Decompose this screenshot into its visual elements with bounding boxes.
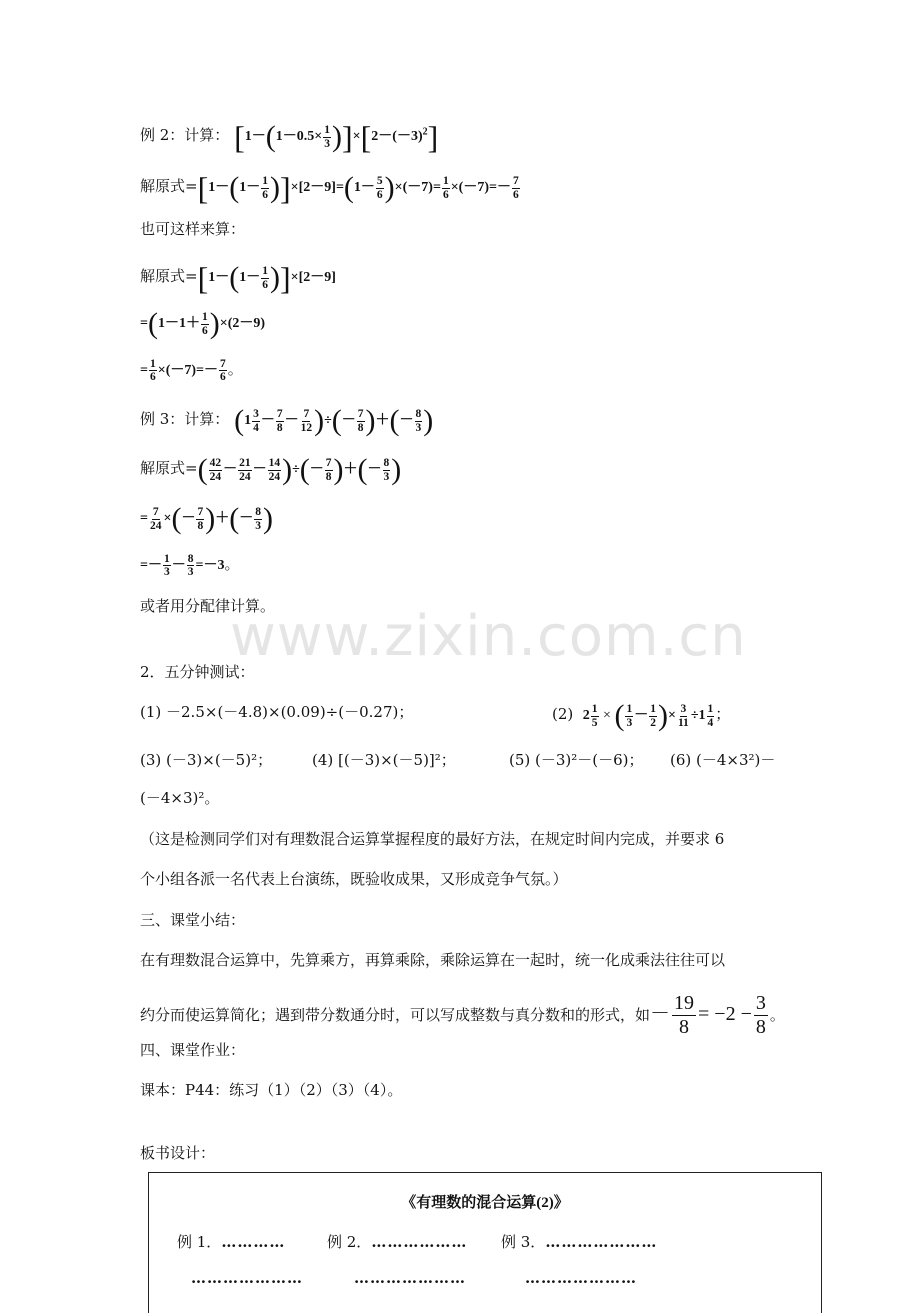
test-q6-continued: (－4×3)²。 xyxy=(140,789,220,807)
example2-problem xyxy=(140,121,438,153)
example2-alt-solution-label: 解原式= xyxy=(140,267,198,286)
homework-text: 课本：P44：练习（1）（2）（3）（4）。 xyxy=(140,1081,403,1099)
board-heading: 板书设计： xyxy=(140,1144,216,1162)
board-example3-dots: ………………… xyxy=(545,1233,658,1251)
summary-line1: 在有理数混合运算中，先算乘方，再算乘除，乘除运算在一起时，统一化成乘法往往可以 xyxy=(140,951,726,969)
test-q2: (2) 2 $\frac{1}{5}$ × ( $\frac{1}{3}$ － $\frac{1}{2}$ )× $\frac{3}{11}$ ÷1 $\frac{1}{4}$ ； xyxy=(552,699,731,732)
example3-label: 例 3：计算： xyxy=(140,410,230,429)
board-row2-dots3: ………………… xyxy=(525,1269,637,1287)
test-note-line1: （这是检测同学们对有理数混合运算掌握程度的最好方法，在规定时间内完成，并要求 6 xyxy=(140,830,725,848)
watermark: www.zixin.com.cn xyxy=(230,604,747,669)
board-example2-label: 例 2． xyxy=(327,1233,372,1251)
board-example1 xyxy=(177,1231,285,1252)
example2-alt-step3: = $\frac{1}{6}$ ×(－7)=－ $\frac{7}{6}$ 。 xyxy=(140,358,243,384)
example3-end: 。 xyxy=(224,554,240,573)
test-note-line2: 个小组各派一名代表上台演练，既验收成果，又形成竞争气氛。） xyxy=(140,870,568,888)
board-example1-label: 例 1． xyxy=(177,1233,222,1251)
board-example2 xyxy=(327,1231,467,1252)
board-example1-dots: ………… xyxy=(221,1233,286,1251)
board-row2-dots1: ………………… xyxy=(191,1269,303,1287)
example3-solution-label: 解原式= xyxy=(140,459,198,478)
example2-expression: [1－(1－0.5× $\frac{1}{3}$ )]$\times[2-(-3)^2]$ xyxy=(234,119,439,155)
test-q6: (6) (－4×3²)－ xyxy=(670,751,776,769)
test-q4: (4) [(－3)×(－5)]²； xyxy=(312,751,456,769)
test-q3: (3) (－3)×(－5)²； xyxy=(140,751,273,769)
example3-solution-expression: ( $\frac{42}{24}$ － $\frac{21}{24}$ － $\frac{14}{24}$ )÷(－ $\frac{7}{8}$ )＋(－ $\frac{8}{3}$ ) xyxy=(197,453,402,486)
example2-solution xyxy=(140,172,521,204)
example2-alt-label: 也可这样来算： xyxy=(140,220,246,238)
example3-step2: = $\frac{7}{24}$ ×(－ $\frac{7}{8}$ )＋(－ $\frac{8}{3}$ ) xyxy=(140,502,273,535)
example3-problem xyxy=(140,406,433,436)
example2-solution-expression: [1－(1－ $\frac{1}{6}$ )]×[2－9]=(1－ $\frac{5}{6}$ )×(－7)= $\frac{1}{6}$ ×(－7)=－ $\frac{7}{6}$ xyxy=(197,170,519,206)
homework-heading: 四、课堂作业： xyxy=(140,1041,246,1059)
board-example2-dots: ……………… xyxy=(371,1233,468,1251)
test-q5: (5) (－3)²－(－6)； xyxy=(509,751,644,769)
board-example3 xyxy=(501,1231,657,1252)
test-q2-label: (2) xyxy=(552,705,574,724)
summary-heading: 三、课堂小结： xyxy=(140,911,246,929)
example2-label: 例 2：计算： xyxy=(140,126,230,145)
summary-example-expression: － $\frac{19}{8}$ = −2 − $\frac{3}{8}$ xyxy=(650,992,766,1038)
board-row2-dots2: ………………… xyxy=(354,1269,466,1287)
example3-solution xyxy=(140,455,401,485)
summary-line2: 约分而使运算简化；遇到带分数通分时，可以写成整数与真分数和的形式，如 xyxy=(140,1006,651,1025)
example2-alt-step2: =(1－1＋ $\frac{1}{6}$ )×(2－9) xyxy=(140,307,266,340)
example2-alt-end: 。 xyxy=(227,359,243,378)
example2-alt-expression1: [1－(1－ $\frac{1}{6}$ )]×[2－9] xyxy=(197,260,336,296)
test-q2-expression: 2 $\frac{1}{5}$ × ( $\frac{1}{3}$ － $\frac{1}{2}$ )× $\frac{3}{11}$ ÷1 $\frac{1}{4}$ xyxy=(582,699,714,732)
example3-expression: (1 $\frac{3}{4}$ － $\frac{7}{8}$ － $\frac{7}{12}$ )÷(－ $\frac{7}{8}$ )＋(－ $\frac{8}{3}$ ) xyxy=(234,404,434,437)
board-example3-label: 例 3． xyxy=(501,1233,546,1251)
example3-step3: =－ $\frac{1}{3}$ － $\frac{8}{3}$ =－3。 xyxy=(140,553,240,579)
example3-note: 或者用分配律计算。 xyxy=(140,597,276,615)
summary-line2-wrapper: 约分而使运算简化；遇到带分数通分时，可以写成整数与真分数和的形式，如－ $\frac{19}{8}$ = −2 − $\frac{3}{8}$ 。 xyxy=(140,992,785,1038)
board-title: 《有理数的混合运算(2)》 xyxy=(401,1195,569,1211)
test-q1: (1) －2.5×(－4.8)×(0.09)÷(－0.27)； xyxy=(140,703,414,721)
example2-solution-label: 解原式= xyxy=(140,177,198,196)
example2-alt-step1 xyxy=(140,262,336,294)
board-design-box xyxy=(148,1172,822,1313)
test-heading: 2．五分钟测试： xyxy=(140,663,255,681)
